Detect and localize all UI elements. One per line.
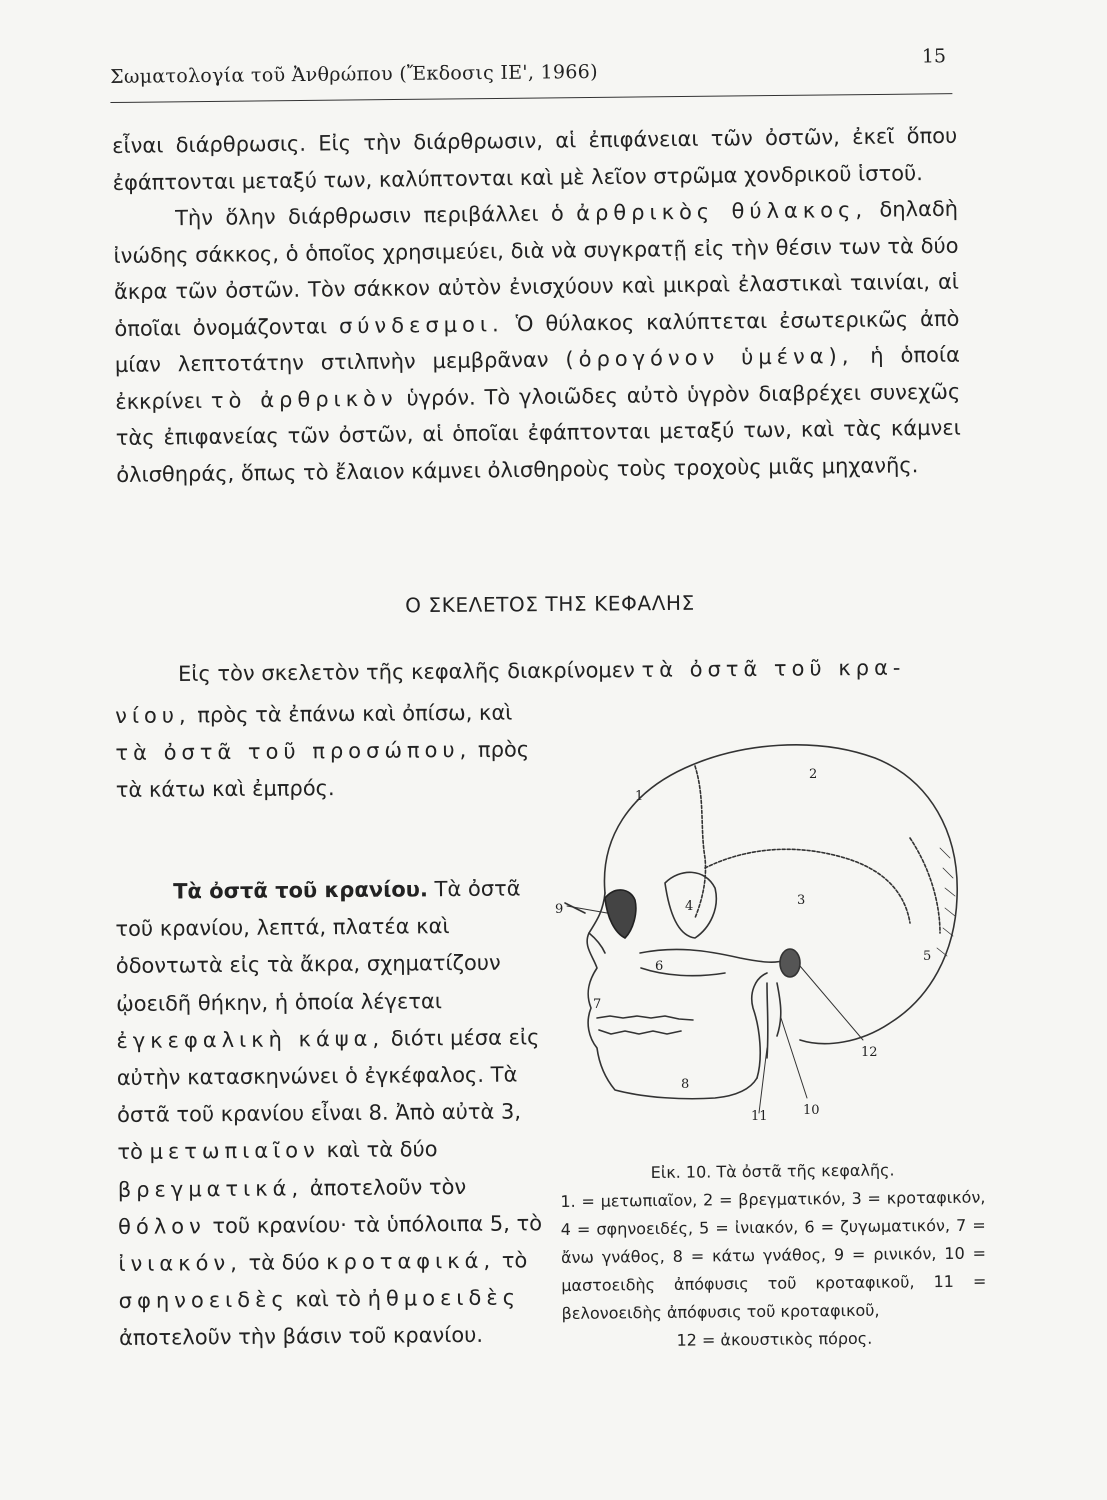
text-span: πρὸς τὰ κάτω καὶ ἐμπρός. bbox=[115, 737, 530, 803]
text-span: ἀποτελοῦν τὴν βάσιν τοῦ κρανίου. bbox=[118, 1323, 484, 1351]
squamosal-suture bbox=[705, 849, 910, 923]
text-span: τὸ bbox=[501, 1248, 528, 1273]
caption-body: 1. = μετωπιαῖον, 2 = βρεγματικόν, 3 = κροταφικόν, 4 = σφηνοειδές, 5 = ἰνιακόν, 6 = ζυγωματικόν, 7 = ἄνω γνάθος, 8 = κάτω γνάθος, 9 = ρινικόν, 10 = μαστοειδὴς ἀπόφυσις τοῦ κροταφικοῦ, 11 = βελονοειδὴς ἀπόφυσις τοῦ κροταφικοῦ, bbox=[560, 1187, 987, 1323]
intro-text bbox=[112, 118, 961, 493]
figure-label-12: 12 bbox=[861, 1045, 878, 1060]
figure-label-2: 2 bbox=[809, 767, 818, 782]
figure-label-9: 9 bbox=[555, 902, 564, 917]
term-metopiaion: μετωπιαῖον bbox=[149, 1138, 320, 1165]
term-tholon: θόλον bbox=[117, 1214, 206, 1239]
term-enkephaliki-kapsa: ἐγκεφαλικὴ κάψα, bbox=[116, 1026, 385, 1053]
term-osta-prosopou: τὰ ὀστᾶ τοῦ προσώπου, bbox=[115, 738, 472, 766]
text-span: δηλαδὴ ἰνώδης σάκκος, ὁ ὁποῖος χρησιμεύει, διὰ νὰ συγκρατῇ εἰς τὴν θέσιν των τὰ δύο ἄκρα τῶν ὀστῶν. Τὸν σάκκον αὐτὸν ἐνισχύουν καὶ μικραὶ ἐλαστικαὶ ταινίαι, αἱ ὁποῖαι ὀνομάζονται bbox=[113, 196, 960, 341]
term-orogonos-ymen: (ὀρογόνον ὑμένα), bbox=[565, 343, 854, 372]
figure-label-1: 1 bbox=[635, 789, 644, 804]
text-span: Τὰ ὀστᾶ τοῦ κρανίου, λεπτά, πλατέα καὶ ὀδοντωτὰ εἰς τὰ ἄκρα, σχηματίζουν ᾠοειδῆ θήκην, ἡ ὁποία λέγεται bbox=[115, 876, 521, 1016]
term-arthrikon: τὸ ἀρθρικὸν bbox=[210, 386, 398, 413]
term-syndesmoi: σύνδεσμοι. bbox=[338, 311, 504, 338]
section-heading: Ο ΣΚΕΛΕΤΟΣ ΤΗΣ ΚΕΦΑΛΗΣ bbox=[405, 590, 695, 618]
text-span: διότι μέσα εἰς αὐτὴν κατασκηνώνει ὁ ἐγκέφαλος. Τὰ ὀστᾶ τοῦ κρανίου εἶναι 8. Ἀπὸ αὐτὰ 3, τὸ bbox=[116, 1025, 540, 1165]
ear-canal bbox=[780, 949, 800, 977]
figure-label-11: 11 bbox=[751, 1109, 768, 1124]
caption-title: Εἰκ. 10. Τὰ ὀστᾶ τῆς κεφαλῆς. bbox=[650, 1160, 895, 1183]
coronal-suture bbox=[695, 766, 706, 918]
subheading-cranial-bones: Τὰ ὀστᾶ τοῦ κρανίου. bbox=[173, 877, 429, 904]
running-header bbox=[110, 45, 952, 103]
mandible bbox=[752, 973, 767, 1078]
term-sfinoeides: σφηνοειδὲς bbox=[118, 1287, 289, 1314]
text-span: ἀποτελοῦν τὸν bbox=[309, 1174, 467, 1200]
page-number: 15 bbox=[921, 45, 947, 68]
styloid-process bbox=[767, 983, 768, 1058]
cranial-bones-text bbox=[115, 870, 544, 1357]
term-ithmoeides: ἠθμοειδὲς bbox=[367, 1285, 521, 1312]
figure-label-3: 3 bbox=[797, 893, 806, 908]
section-continuation bbox=[115, 694, 541, 809]
term-kraniou: νίου, bbox=[115, 703, 191, 728]
cranial-bones-paragraph bbox=[115, 870, 544, 1357]
figure-label-4: 4 bbox=[685, 899, 694, 914]
skull-figure bbox=[545, 718, 975, 1138]
text-span: τὰ δύο bbox=[248, 1250, 320, 1275]
section-continuation-paragraph bbox=[115, 694, 541, 809]
mastoid-process bbox=[777, 983, 781, 1036]
figure-label-5: 5 bbox=[923, 949, 932, 964]
text-span: ὑγρόν. Τὸ γλοιῶδες αὐτὸ ὑγρὸν διαβρέχει συνεχῶς τὰς ἐπιφανείας τῶν ὀστῶν, αἱ ὁποῖαι ἐφάπτονται μεταξύ των, καὶ τὰς κάμνει ὀλισθηράς, ὅπως τὸ ἔλαιον κάμνει ὀλισθηροὺς τοὺς τροχοὺς μιᾶς μηχανῆς. bbox=[115, 379, 961, 487]
text-span: ἡ ὁποία ἐκκρίνει bbox=[115, 342, 960, 414]
leader-line-10 bbox=[781, 1018, 807, 1098]
intro-paragraph-1: εἶναι διάρθρωσις. Εἰς τὴν διάρθρωσιν, αἱ ἐπιφάνειαι τῶν ὀστῶν, ἐκεῖ ὅπου ἐφάπτονται μεταξύ των, καλύπτονται καὶ μὲ λεῖον στρῶμα χονδρικοῦ ἱστοῦ. bbox=[112, 123, 958, 195]
term-arthrikos-thylakos: ἀρθρικὸς θύλακος, bbox=[576, 197, 868, 226]
leader-line-12 bbox=[800, 966, 863, 1040]
teeth bbox=[597, 1016, 693, 1034]
intro-paragraph-2 bbox=[113, 191, 962, 493]
running-title: Σωματολογία τοῦ Ἀνθρώπου (Ἔκδοσις ΙΕ', 1966) bbox=[110, 60, 598, 88]
skull-outline bbox=[604, 745, 957, 1044]
occipital-hatching bbox=[937, 848, 955, 956]
figure-label-7: 7 bbox=[593, 997, 602, 1012]
term-vregmatika: βρεγματικά, bbox=[117, 1175, 304, 1202]
text-span: καὶ τὰ δύο bbox=[326, 1137, 438, 1163]
figure-label-6: 6 bbox=[655, 959, 664, 974]
figure-label-10: 10 bbox=[803, 1103, 820, 1118]
lambdoid-suture bbox=[910, 838, 940, 933]
term-osta-kraniou: τὰ ὀστᾶ τοῦ κρα- bbox=[641, 655, 906, 682]
text-span: Τὴν ὅλην διάρθρωσιν περιβάλλει ὁ bbox=[174, 201, 564, 231]
term-krotafika: κροταφικά, bbox=[326, 1248, 496, 1275]
nasal-bone bbox=[565, 903, 605, 953]
skull-illustration bbox=[545, 718, 975, 1138]
text-span: πρὸς τὰ ἐπάνω καὶ ὀπίσω, καὶ bbox=[197, 700, 513, 728]
orbit bbox=[605, 890, 636, 938]
text-span: Ὁ θύλακος καλύπτεται ἐσωτερικῶς ἀπὸ μίαν λεπτοτάτην στιλπνὴν μεμβρᾶναν bbox=[114, 306, 960, 377]
figure-caption bbox=[560, 1156, 987, 1356]
term-iniakon: ἰνιακόν, bbox=[118, 1250, 242, 1277]
caption-end: 12 = ἀκουστικὸς πόρος. bbox=[676, 1328, 873, 1350]
text-span: Εἰς τὸν σκελετὸν τῆς κεφαλῆς διακρίνομεν bbox=[178, 658, 635, 686]
section-lead-line bbox=[178, 655, 958, 686]
text-span: τοῦ κρανίου· τὰ ὑπόλοιπα 5, τὸ bbox=[212, 1211, 543, 1238]
figure-label-8: 8 bbox=[681, 1077, 690, 1092]
text-span: καὶ τὸ bbox=[295, 1287, 362, 1312]
